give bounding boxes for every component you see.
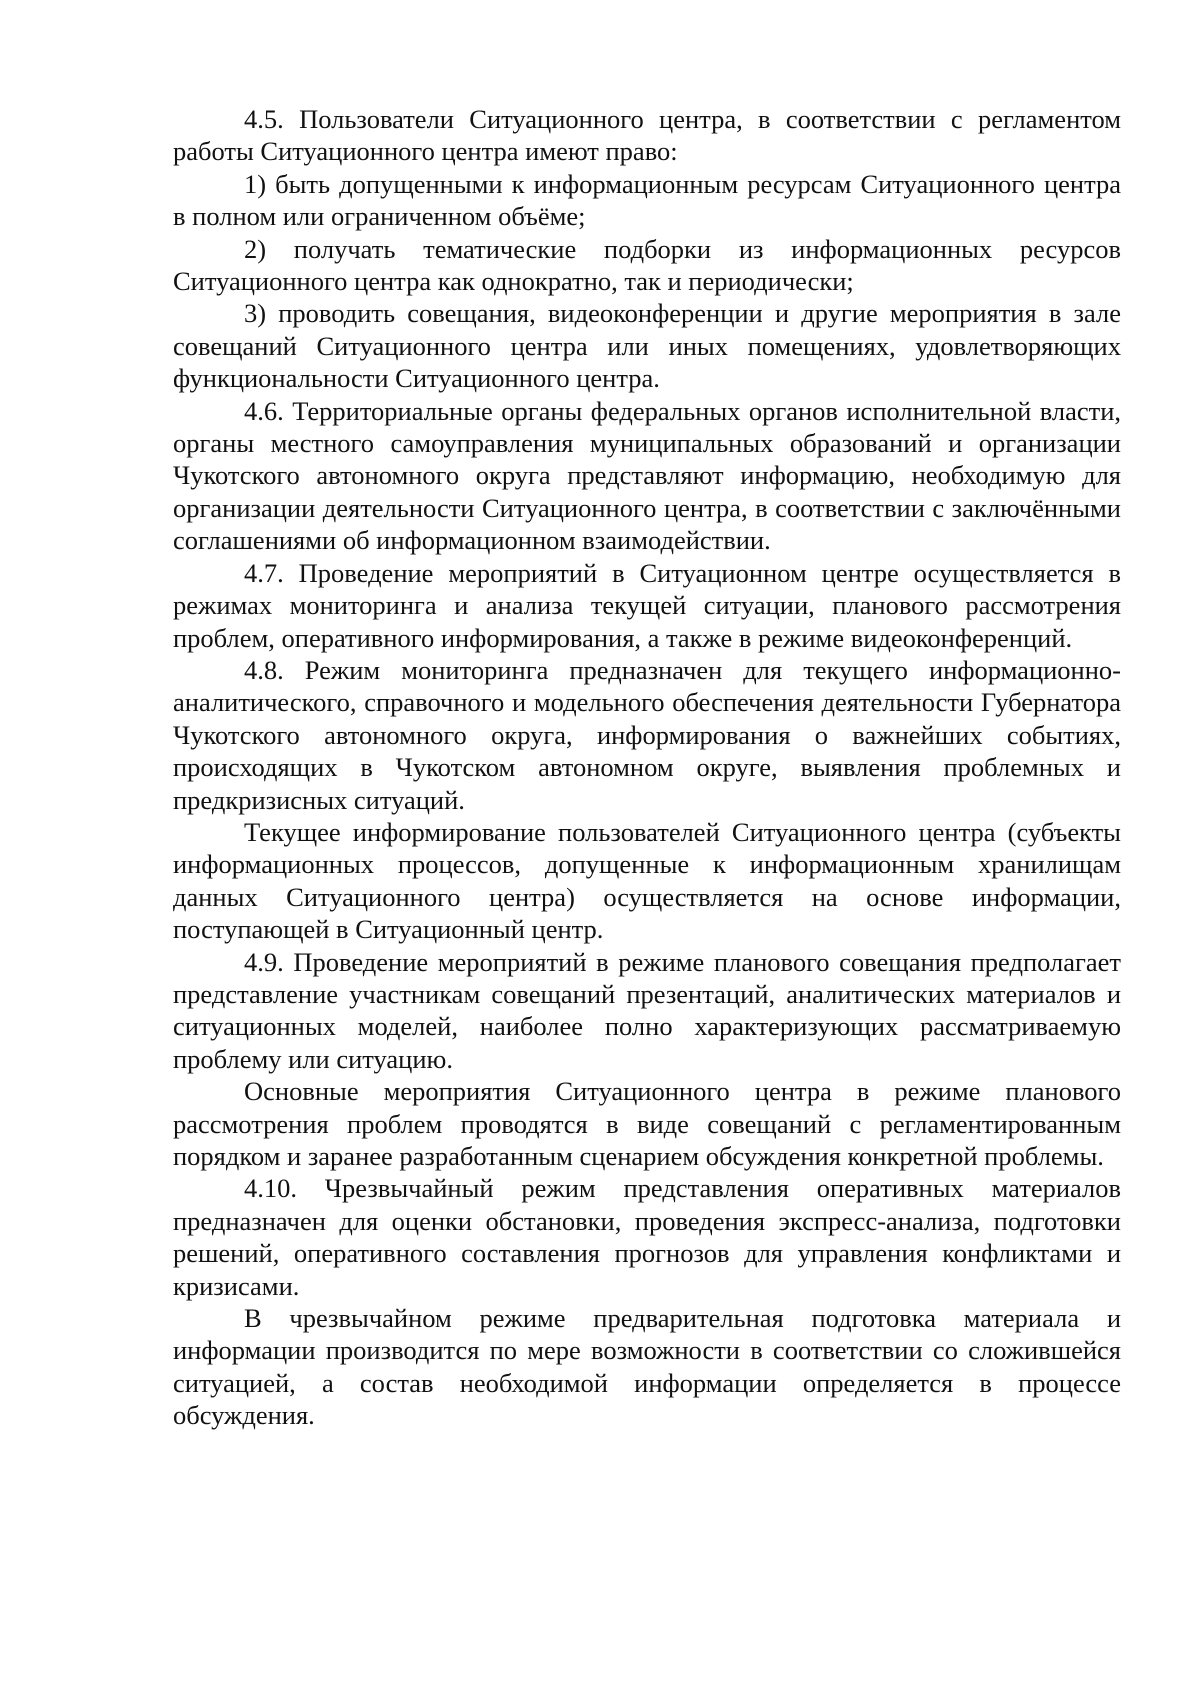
paragraph-4-5: 4.5. Пользователи Ситуационного центра, в соответствии с регламентом работы Ситуационного центра имеют право: (173, 104, 1121, 167)
paragraph-4-10: 4.10. Чрезвычайный режим представления оперативных материалов предназначен для оценки обстановки, проведения экспресс-анализа, подготовки решений, оперативного составления прогнозов для управления конфликтами и кризисами. (173, 1173, 1121, 1301)
document-page (173, 103, 1121, 1432)
paragraph-4-5-item-3: 3) проводить совещания, видеоконференции и другие мероприятия в зале совещаний Ситуационного центра или иных помещениях, удовлетворяющих функциональности Ситуационного центра. (173, 298, 1121, 394)
paragraph-4-6: 4.6. Территориальные органы федеральных органов исполнительной власти, органы местного самоуправления муниципальных образований и организации Чукотского автономного округа представляют информацию, необходимую для организации деятельности Ситуационного центра, в соответствии с заключёнными соглашениями об информационном взаимодействии. (173, 395, 1121, 556)
paragraph-4-9-main-events: Основные мероприятия Ситуационного центра в режиме планового рассмотрения проблем проводятся в виде совещаний с регламентированным порядком и заранее разработанным сценарием обсуждения конкретной проблемы. (173, 1076, 1121, 1171)
paragraph-4-7: 4.7. Проведение мероприятий в Ситуационном центре осуществляется в режимах мониторинга и анализа текущей ситуации, планового рассмотрения проблем, оперативного информирования, а также в режиме видеоконференций. (173, 557, 1121, 653)
paragraph-4-5-item-2: 2) получать тематические подборки из информационных ресурсов Ситуационного центра как однократно, так и периодически; (173, 233, 1121, 297)
paragraph-4-9: 4.9. Проведение мероприятий в режиме планового совещания предполагает представление участникам совещаний презентаций, аналитических материалов и ситуационных моделей, наиболее полно характеризующих рассматриваемую проблему или ситуацию. (173, 946, 1121, 1074)
paragraph-4-10-emergency-mode: В чрезвычайном режиме предварительная подготовка материала и информации производится по мере возможности в соответствии со сложившейся ситуацией, а состав необходимой информации определяется в процессе обсуждения. (173, 1303, 1121, 1431)
paragraph-4-5-item-1: 1) быть допущенными к информационным ресурсам Ситуационного центра в полном или ограниченном объёме; (173, 168, 1121, 232)
paragraph-4-8-current-informing: Текущее информирование пользователей Ситуационного центра (субъекты информационных процессов, допущенные к информационным хранилищам данных Ситуационного центра) осуществляется на основе информации, поступающей в Ситуационный центр. (173, 816, 1121, 945)
paragraph-4-8: 4.8. Режим мониторинга предназначен для текущего информационно-аналитического, справочного и модельного обеспечения деятельности Губернатора Чукотского автономного округа, информирования о важнейших событиях, происходящих в Чукотском автономном округе, выявления проблемных и предкризисных ситуаций. (173, 654, 1121, 815)
